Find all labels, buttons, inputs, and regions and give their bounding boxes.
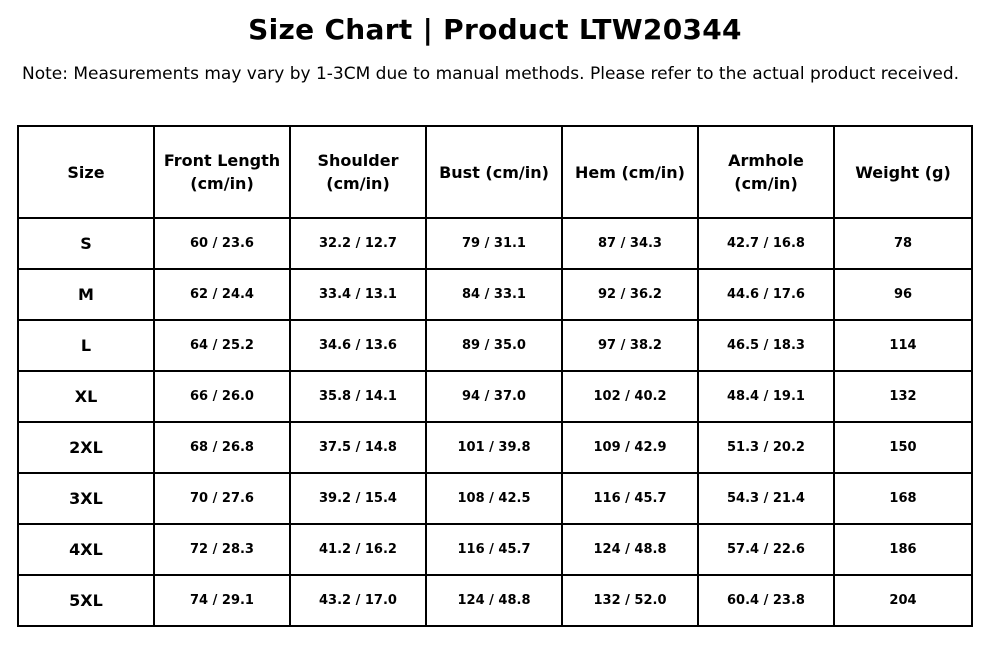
size-label-cell: 3XL [18, 473, 154, 524]
measurement-cell: 101 / 39.8 [426, 422, 562, 473]
measurement-cell: 114 [834, 320, 972, 371]
measurement-cell: 78 [834, 218, 972, 269]
size-label-cell: S [18, 218, 154, 269]
measurement-cell: 74 / 29.1 [154, 575, 290, 626]
measurement-cell: 84 / 33.1 [426, 269, 562, 320]
measurement-cell: 60 / 23.6 [154, 218, 290, 269]
table-body [18, 218, 972, 626]
column-header-line: (cm/in) [734, 174, 798, 193]
measurement-cell: 124 / 48.8 [562, 524, 698, 575]
column-header-hem [562, 126, 698, 218]
measurement-cell: 89 / 35.0 [426, 320, 562, 371]
measurement-cell: 108 / 42.5 [426, 473, 562, 524]
measurement-cell: 186 [834, 524, 972, 575]
measurement-cell: 132 / 52.0 [562, 575, 698, 626]
measurement-cell: 44.6 / 17.6 [698, 269, 834, 320]
size-label-cell: XL [18, 371, 154, 422]
column-header-weight [834, 126, 972, 218]
measurement-cell: 150 [834, 422, 972, 473]
measurement-cell: 109 / 42.9 [562, 422, 698, 473]
size-label-cell: 4XL [18, 524, 154, 575]
measurement-cell: 168 [834, 473, 972, 524]
table-row [18, 371, 972, 422]
measurement-cell: 79 / 31.1 [426, 218, 562, 269]
measurement-cell: 35.8 / 14.1 [290, 371, 426, 422]
measurement-cell: 33.4 / 13.1 [290, 269, 426, 320]
column-header-size [18, 126, 154, 218]
measurement-cell: 124 / 48.8 [426, 575, 562, 626]
measurement-cell: 64 / 25.2 [154, 320, 290, 371]
table-row [18, 575, 972, 626]
measurement-cell: 132 [834, 371, 972, 422]
measurement-cell: 39.2 / 15.4 [290, 473, 426, 524]
measurement-cell: 87 / 34.3 [562, 218, 698, 269]
size-label-cell: 5XL [18, 575, 154, 626]
measurement-cell: 43.2 / 17.0 [290, 575, 426, 626]
table-row [18, 524, 972, 575]
measurement-cell: 66 / 26.0 [154, 371, 290, 422]
table-row [18, 473, 972, 524]
measurement-cell: 97 / 38.2 [562, 320, 698, 371]
measurement-cell: 68 / 26.8 [154, 422, 290, 473]
table-header-row [18, 126, 972, 218]
column-header-line: Bust (cm/in) [439, 162, 549, 182]
column-header-line: Size [67, 162, 105, 182]
size-chart-table [17, 125, 973, 627]
column-header-line: (cm/in) [190, 174, 254, 193]
size-label-cell: L [18, 320, 154, 371]
measurement-cell: 204 [834, 575, 972, 626]
table-row [18, 269, 972, 320]
size-label-cell: M [18, 269, 154, 320]
measurement-cell: 94 / 37.0 [426, 371, 562, 422]
table-row [18, 320, 972, 371]
measurement-cell: 57.4 / 22.6 [698, 524, 834, 575]
column-header-shoulder [290, 126, 426, 218]
size-label-cell: 2XL [18, 422, 154, 473]
measurement-cell: 34.6 / 13.6 [290, 320, 426, 371]
measurement-cell: 32.2 / 12.7 [290, 218, 426, 269]
table-row [18, 422, 972, 473]
measurement-cell: 70 / 27.6 [154, 473, 290, 524]
column-header-line: Shoulder [317, 151, 399, 170]
measurement-cell: 48.4 / 19.1 [698, 371, 834, 422]
measurement-cell: 60.4 / 23.8 [698, 575, 834, 626]
column-header-armhole [698, 126, 834, 218]
measurement-cell: 102 / 40.2 [562, 371, 698, 422]
column-header-line: Armhole [728, 151, 804, 170]
column-header-line: Hem (cm/in) [575, 162, 685, 182]
column-header-line: Front Length [163, 151, 281, 170]
measurement-cell: 72 / 28.3 [154, 524, 290, 575]
measurement-cell: 116 / 45.7 [426, 524, 562, 575]
measurement-cell: 54.3 / 21.4 [698, 473, 834, 524]
page-title: Size Chart | Product LTW20344 [248, 13, 742, 46]
column-header-bust [426, 126, 562, 218]
measurement-note: Note: Measurements may vary by 1-3CM due to manual methods. Please refer to the actual product received. [22, 64, 960, 84]
measurement-cell: 42.7 / 16.8 [698, 218, 834, 269]
measurement-cell: 51.3 / 20.2 [698, 422, 834, 473]
measurement-cell: 92 / 36.2 [562, 269, 698, 320]
measurement-cell: 62 / 24.4 [154, 269, 290, 320]
column-header-line: Weight (g) [855, 162, 951, 182]
measurement-cell: 37.5 / 14.8 [290, 422, 426, 473]
measurement-cell: 41.2 / 16.2 [290, 524, 426, 575]
measurement-cell: 116 / 45.7 [562, 473, 698, 524]
measurement-cell: 96 [834, 269, 972, 320]
table-row [18, 218, 972, 269]
column-header-front-length [154, 126, 290, 218]
measurement-cell: 46.5 / 18.3 [698, 320, 834, 371]
column-header-line: (cm/in) [326, 174, 390, 193]
